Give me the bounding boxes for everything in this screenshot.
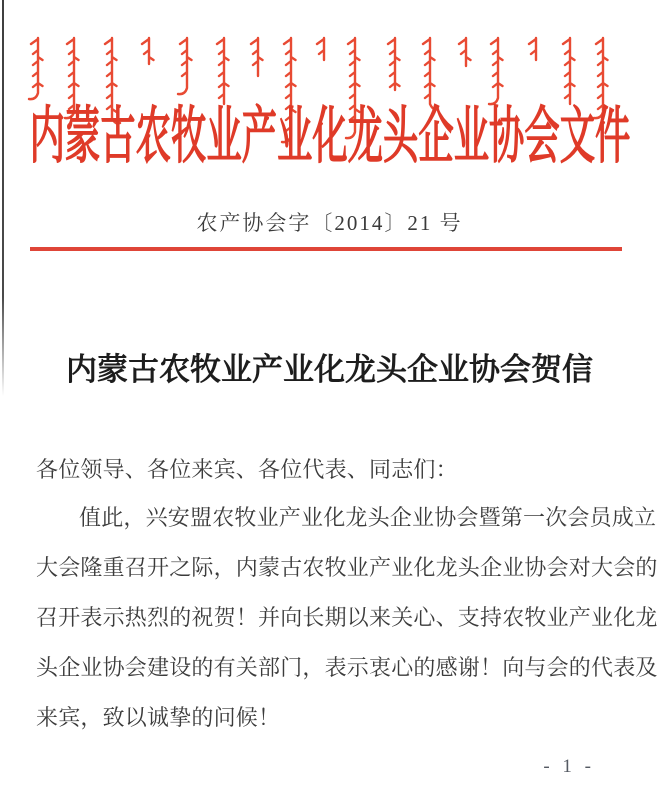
paragraph-line: 头企业协会建设的有关部门，表示衷心的感谢！向与会的代表及 [36, 655, 658, 680]
paragraph-line: 召开表示热烈的祝贺！并向长期以来关心、支持农牧业产业化龙 [36, 605, 658, 630]
document-number: 农产协会字〔2014〕21 号 [196, 211, 463, 235]
paragraph-line: 来宾，致以诚挚的问候！ [36, 705, 281, 730]
page-number: - 1 - [543, 756, 595, 777]
letterhead-title: 内蒙古农牧业产业化龙头企业协会文件 [29, 103, 630, 171]
salutation-line: 各位领导、各位来宾、各位代表、同志们： [36, 457, 458, 482]
letter-heading: 内蒙古农牧业产业化龙头企业协会贺信 [66, 352, 593, 387]
letterhead-title-row [0, 102, 659, 172]
red-divider-line [30, 247, 622, 251]
paragraph-line: 大会隆重召开之际，内蒙古农牧业产业化龙头企业协会对大会的 [36, 555, 658, 580]
paragraph-line: 值此，兴安盟农牧业产业化龙头企业协会暨第一次会员成立 [79, 505, 657, 530]
